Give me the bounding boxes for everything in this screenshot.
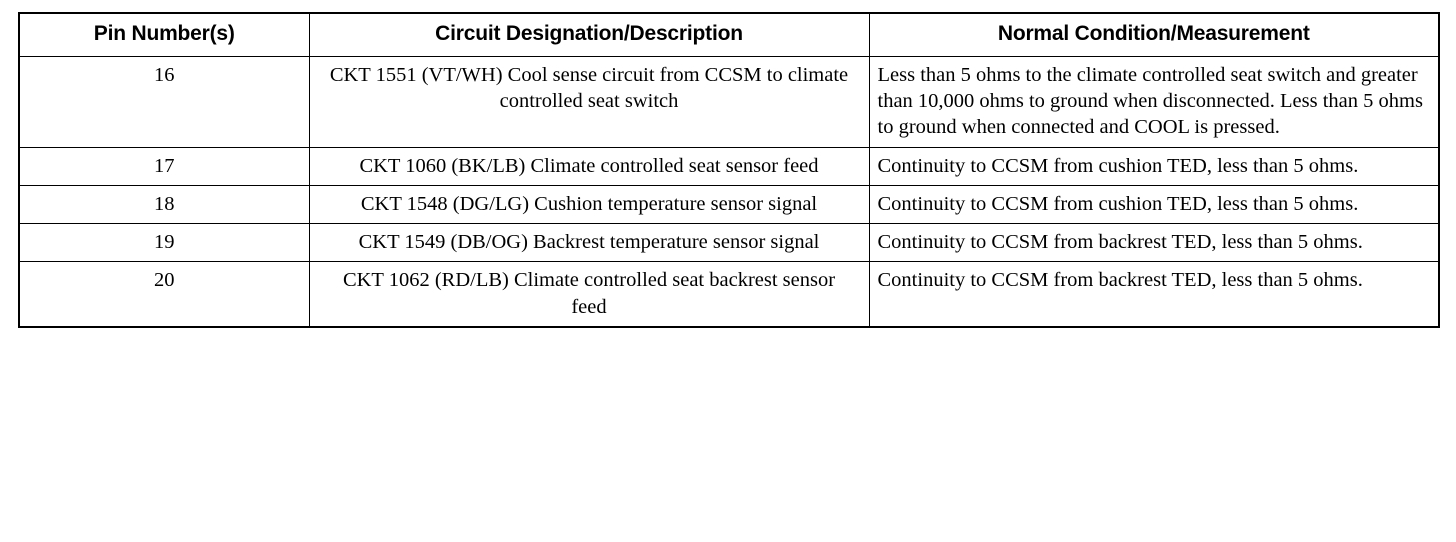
cell-circuit-description-text: CKT 1062 (RD/LB) Climate controlled seat backrest sensor feed bbox=[342, 269, 836, 318]
cell-normal-condition: Continuity to CCSM from cushion TED, less than 5 ohms. bbox=[869, 185, 1439, 223]
column-header-circuit-description: Circuit Designation/Description bbox=[309, 13, 869, 56]
cell-normal-condition: Continuity to CCSM from backrest TED, less than 5 ohms. bbox=[869, 224, 1439, 262]
cell-circuit-description bbox=[309, 56, 869, 147]
cell-circuit-description-text: CKT 1548 (DG/LG) Cushion temperature sensor signal bbox=[360, 192, 818, 215]
cell-circuit-description bbox=[309, 262, 869, 327]
cell-circuit-description-text: CKT 1060 (BK/LB) Climate controlled seat sensor feed bbox=[359, 154, 819, 177]
cell-normal-condition: Continuity to CCSM from backrest TED, less than 5 ohms. bbox=[869, 262, 1439, 327]
table-header-row bbox=[19, 13, 1439, 56]
cell-circuit-description bbox=[309, 147, 869, 185]
cell-pin-number: 18 bbox=[19, 185, 309, 223]
cell-pin-number: 17 bbox=[19, 147, 309, 185]
cell-pin-number: 16 bbox=[19, 56, 309, 147]
column-header-normal-condition: Normal Condition/Measurement bbox=[869, 13, 1439, 56]
table-body bbox=[19, 56, 1439, 326]
table-row bbox=[19, 147, 1439, 185]
cell-pin-number: 20 bbox=[19, 262, 309, 327]
table-row bbox=[19, 224, 1439, 262]
cell-circuit-description-text: CKT 1551 (VT/WH) Cool sense circuit from CCSM to climate controlled seat switch bbox=[329, 63, 849, 113]
table-header bbox=[19, 13, 1439, 56]
cell-circuit-description-text: CKT 1549 (DB/OG) Backrest temperature sensor signal bbox=[358, 231, 820, 254]
cell-normal-condition: Less than 5 ohms to the climate controlled seat switch and greater than 10,000 ohms to ground when disconnected. Less than 5 ohms to ground when connected and COOL is pressed. bbox=[869, 56, 1439, 147]
table-row bbox=[19, 262, 1439, 327]
table-row bbox=[19, 56, 1439, 147]
cell-circuit-description bbox=[309, 185, 869, 223]
pin-connector-table bbox=[18, 12, 1440, 328]
cell-normal-condition: Continuity to CCSM from cushion TED, less than 5 ohms. bbox=[869, 147, 1439, 185]
cell-circuit-description bbox=[309, 224, 869, 262]
column-header-pin-number: Pin Number(s) bbox=[19, 13, 309, 56]
table-row bbox=[19, 185, 1439, 223]
cell-pin-number: 19 bbox=[19, 224, 309, 262]
